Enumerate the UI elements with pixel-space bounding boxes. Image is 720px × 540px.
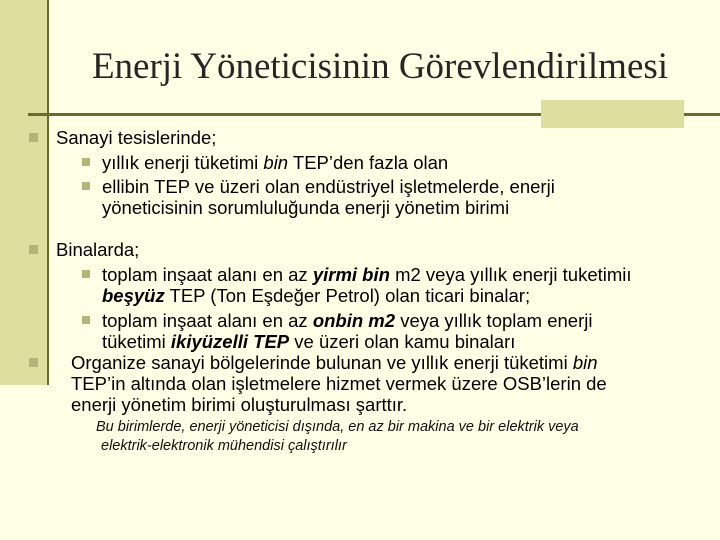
organize-line-3: enerji yönetim birimi oluşturulması şarttır. <box>71 394 408 415</box>
bullet-icon <box>82 316 90 324</box>
sanayi-heading: Sanayi tesislerinde; <box>56 127 217 148</box>
bullet-icon <box>82 158 90 166</box>
bullet-icon <box>82 182 90 190</box>
bullet-icon <box>29 245 38 254</box>
note-line-2: elektrik-elektronik mühendisi çalıştırılır <box>101 438 347 454</box>
organize-line-2: TEP’in altında olan işletmelere hizmet vermek üzere OSB’lerin de <box>71 373 607 394</box>
binalar-heading: Binalarda; <box>56 239 140 260</box>
sanayi-item-2-line-1: ellibin TEP ve üzeri olan endüstriyel işletmelerde, enerji <box>102 176 555 197</box>
binalar-item-1-line-2: beşyüz TEP (Ton Eşdeğer Petrol) olan ticari binalar; <box>102 285 531 306</box>
slide-title: Enerji Yöneticisinin Görevlendirilmesi <box>91 46 669 87</box>
binalar-item-1-line-1: toplam inşaat alanı en az yirmi bin m2 veya yıllık enerji tuketimiı <box>102 264 632 285</box>
decorative-box <box>541 100 684 128</box>
organize-line-1: Organize sanayi bölgelerinde bulunan ve yıllık enerji tüketimi bin <box>71 352 598 373</box>
bullet-icon <box>82 270 90 278</box>
sanayi-item-1: yıllık enerji tüketimi bin TEP’den fazla olan <box>102 152 449 173</box>
left-accent-bar <box>0 0 48 385</box>
bullet-icon <box>29 358 38 367</box>
vertical-rule <box>47 0 49 385</box>
binalar-item-2-line-2: tüketimi ikiyüzelli TEP ve üzeri olan kamu binaları <box>102 331 516 352</box>
note-line-1: Bu birimlerde, enerji yöneticisi dışında, en az bir makina ve bir elektrik veya <box>96 419 579 435</box>
binalar-item-2-line-1: toplam inşaat alanı en az onbin m2 veya yıllık toplam enerji <box>102 310 593 331</box>
bullet-icon <box>29 133 38 142</box>
sanayi-item-2-line-2: yöneticisinin sorumluluğunda enerji yönetim birimi <box>102 197 510 218</box>
